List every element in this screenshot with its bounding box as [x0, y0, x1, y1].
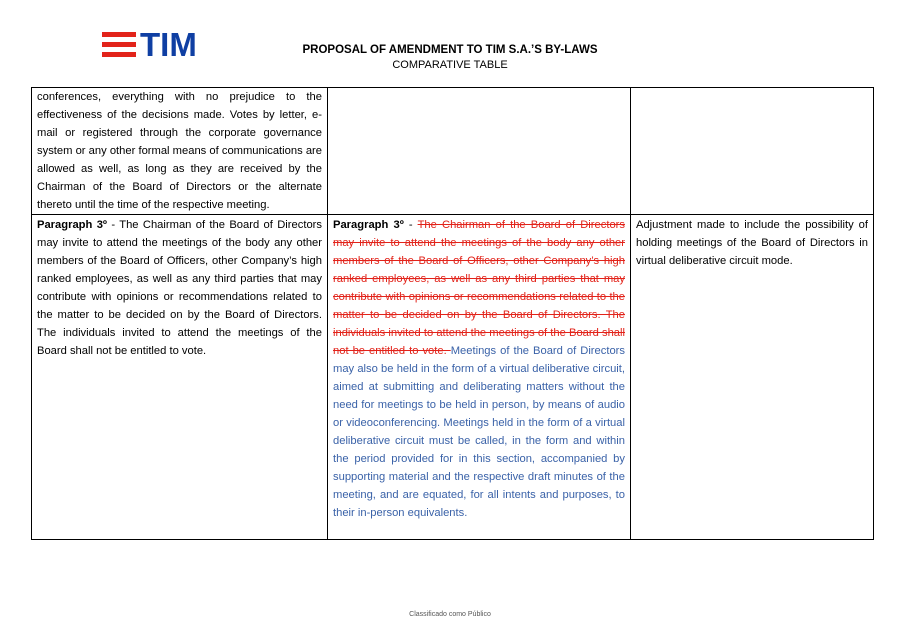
- current-text-cell: conferences, everything with no prejudice to the effectiveness of the decisions made. Votes by letter, e-mail or registered through the corporate governance system or any other formal means of communications are allowed as well, as long as they are received by the Chairman of the Board of Directors or the alternate thereto until the time of the respective meeting.: [32, 88, 328, 215]
- proposed-text-cell: [328, 215, 631, 540]
- table-row: [32, 88, 874, 215]
- separator: -: [403, 219, 418, 231]
- comparative-table: [31, 87, 874, 540]
- document-title: PROPOSAL OF AMENDMENT TO TIM S.A.’S BY-LAWS: [302, 44, 598, 56]
- paragraph-label: Paragraph 3º: [333, 219, 404, 231]
- current-text-cell: [32, 215, 328, 540]
- tim-logo: [102, 26, 208, 63]
- current-paragraph-text: - The Chairman of the Board of Directors may invite to attend the meetings of the body any other members of the Board of Officers, other Company’s high ranked employees, as well as any third parties that may contribute with opinions or recommendations related to the matter to be decided on by the Board of Directors. The individuals invited to attend the meetings of the Board shall not be entitled to vote.: [37, 219, 322, 357]
- deleted-text: The Chairman of the Board of Directors may invite to attend the meetings of the body any other members of the Board of Officers, other Company’s high ranked employees, as well as any third parties that may contribute with opinions or recommendations related to the matter to be decided on by the Board of Directors. The individuals invited to attend the meetings of the Board shall not be entitled to vote.: [333, 219, 625, 357]
- justification-cell: Adjustment made to include the possibility of holding meetings of the Board of Directors in virtual deliberative circuit mode.: [631, 215, 874, 540]
- classification-footer: Classificado como Público: [409, 611, 491, 618]
- logo-text: TIM: [140, 26, 197, 63]
- table-row: [32, 215, 874, 540]
- proposed-text-cell: [328, 88, 631, 215]
- paragraph-label: Paragraph 3º: [37, 219, 108, 231]
- inserted-text: Meetings of the Board of Directors may also be held in the form of a virtual deliberative circuit, aimed at submitting and deliberating matters without the need for meetings to be held in person, by means of audio or videoconferencing. Meetings held in the form of a virtual deliberative circuit must be called, in the form and within the period provided for in this section, accompanied by supporting material and the respective draft minutes of the meeting, and are equated, for all intents and purposes, to their in-person equivalents.: [333, 345, 625, 519]
- document-subtitle: COMPARATIVE TABLE: [392, 59, 508, 71]
- justification-cell: [631, 88, 874, 215]
